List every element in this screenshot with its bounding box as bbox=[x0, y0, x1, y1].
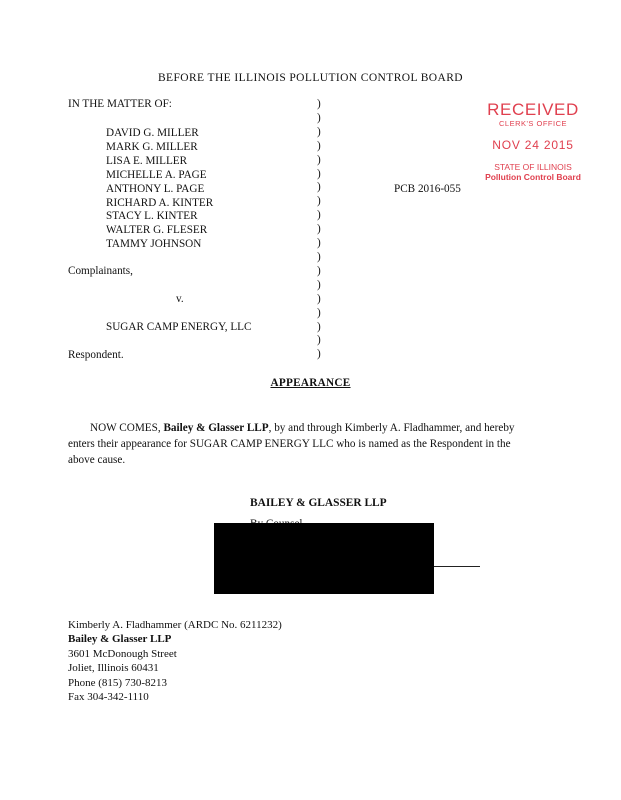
complainant-name: MARK G. MILLER bbox=[106, 140, 198, 153]
board-title: BEFORE THE ILLINOIS POLLUTION CONTROL BOARD bbox=[157, 72, 463, 84]
caption-paren: ) bbox=[317, 153, 321, 166]
caption-paren: ) bbox=[317, 306, 321, 319]
caption-paren: ) bbox=[317, 111, 321, 124]
caption-paren: ) bbox=[317, 278, 321, 291]
caption-paren: ) bbox=[317, 195, 321, 208]
para-rest: , by and through Kimberly A. Fladhammer, and hereby enters their appearance for SUGAR CAMP ENERGY LLC who is named as the Respondent in the above cause. bbox=[68, 422, 515, 466]
stamp-board: Pollution Control Board bbox=[485, 172, 581, 182]
complainant-name: LISA E. MILLER bbox=[106, 154, 188, 167]
contact-street: 3601 McDonough Street bbox=[68, 647, 177, 660]
respondent-label: Respondent. bbox=[68, 349, 124, 361]
signature-firm: BAILEY & GLASSER LLP bbox=[250, 497, 387, 509]
para-start: NOW COMES, bbox=[90, 422, 164, 434]
complainant-name: ANTHONY L. PAGE bbox=[106, 182, 205, 195]
complainants-label: Complainants, bbox=[68, 265, 133, 277]
attorney-contact-block bbox=[68, 618, 282, 704]
complainant-name: MICHELLE A. PAGE bbox=[106, 168, 207, 181]
caption-paren: ) bbox=[317, 237, 321, 250]
complainant-name: STACY L. KINTER bbox=[106, 210, 198, 223]
caption-paren: ) bbox=[317, 334, 321, 347]
contact-firm: Bailey & Glasser LLP bbox=[68, 633, 172, 646]
contact-fax: Fax 304-342-1110 bbox=[68, 691, 149, 704]
caption-paren: ) bbox=[317, 181, 321, 194]
appearance-title: APPEARANCE bbox=[270, 377, 351, 389]
stamp-state: STATE OF ILLINOIS bbox=[494, 162, 572, 172]
caption-paren: ) bbox=[317, 167, 321, 180]
para-firm: Bailey & Glasser LLP bbox=[163, 422, 269, 434]
caption-paren: ) bbox=[317, 250, 321, 263]
case-number: PCB 2016-055 bbox=[394, 183, 461, 195]
caption-paren: ) bbox=[317, 125, 321, 138]
stamp-clerks-office: CLERK'S OFFICE bbox=[498, 119, 568, 128]
complainant-names-list bbox=[106, 127, 213, 252]
caption-parentheses-column bbox=[317, 98, 321, 362]
caption-paren: ) bbox=[317, 348, 321, 361]
caption-paren: ) bbox=[317, 209, 321, 222]
stamp-date: NOV 24 2015 bbox=[492, 138, 574, 152]
caption-paren: ) bbox=[317, 292, 321, 305]
respondent-name: SUGAR CAMP ENERGY, LLC bbox=[106, 321, 252, 333]
caption-paren: ) bbox=[317, 264, 321, 277]
caption-paren: ) bbox=[317, 139, 321, 152]
versus-label: v. bbox=[176, 293, 184, 305]
attorney-name: Kimberly A. Fladhammer (ARDC No. 6211232) bbox=[68, 619, 282, 631]
stamp-received: RECEIVED bbox=[487, 100, 579, 119]
complainant-name: TAMMY JOHNSON bbox=[106, 238, 202, 251]
received-stamp bbox=[478, 100, 588, 182]
complainant-name: RICHARD A. KINTER bbox=[106, 196, 214, 209]
contact-phone: Phone (815) 730-8213 bbox=[68, 676, 167, 689]
redaction-box bbox=[214, 523, 434, 594]
complainant-name: DAVID G. MILLER bbox=[106, 127, 199, 139]
caption-paren: ) bbox=[317, 223, 321, 236]
caption-paren: ) bbox=[317, 98, 321, 110]
contact-city: Joliet, Illinois 60431 bbox=[68, 662, 159, 675]
in-the-matter-of: IN THE MATTER OF: bbox=[68, 98, 172, 110]
signature-line bbox=[434, 566, 480, 567]
appearance-paragraph bbox=[68, 420, 538, 468]
caption-paren: ) bbox=[317, 320, 321, 333]
complainant-name: WALTER G. FLESER bbox=[106, 224, 208, 237]
